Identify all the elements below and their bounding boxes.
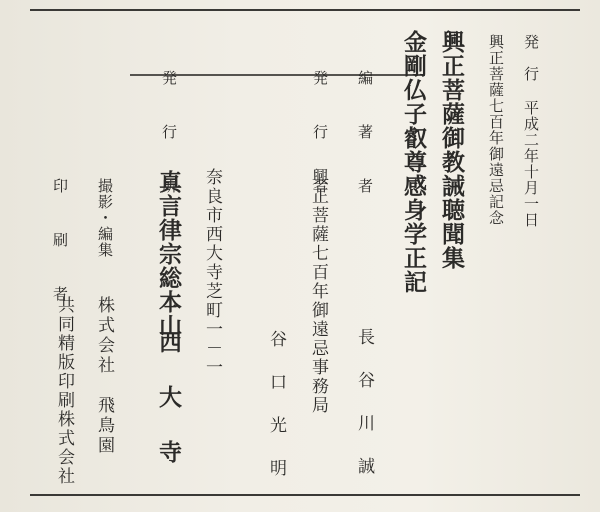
photo-edit-label: 撮影・編集 <box>96 178 114 258</box>
publishing-house-name: 西大寺 <box>155 330 182 495</box>
address: 奈良市西大寺芝町一－一 <box>202 168 222 377</box>
photo-edit-company: 株式会社 飛鳥園 <box>94 296 114 456</box>
publisher-person-label: 発 行 者 <box>311 70 329 205</box>
issue-date: 平成二年十月一日 <box>522 100 540 228</box>
editor-name: 長谷川誠 <box>354 328 374 500</box>
top-rule <box>30 9 580 11</box>
bottom-rule <box>30 494 580 496</box>
issue-label: 発 行 <box>522 34 540 82</box>
commemoration-line: 興正菩薩七百年御遠忌記念 <box>487 34 505 226</box>
printer-label: 印 刷 者 <box>51 178 69 313</box>
editor-label: 編 著 者 <box>356 70 374 205</box>
publisher-person-name: 谷口光明 <box>266 330 286 502</box>
book-title-2: 金剛仏子叡尊感身学正記 <box>400 30 427 294</box>
publisher-person-org: 興正菩薩七百年御遠忌事務局 <box>308 168 328 415</box>
book-title-1: 興正菩薩御教誡聴聞集 <box>438 30 465 270</box>
printer-company: 共同精版印刷株式会社 <box>54 296 74 486</box>
publishing-house-org: 真言律宗総本山 <box>155 170 182 338</box>
publishing-house-label: 発 行 所 <box>160 70 178 205</box>
